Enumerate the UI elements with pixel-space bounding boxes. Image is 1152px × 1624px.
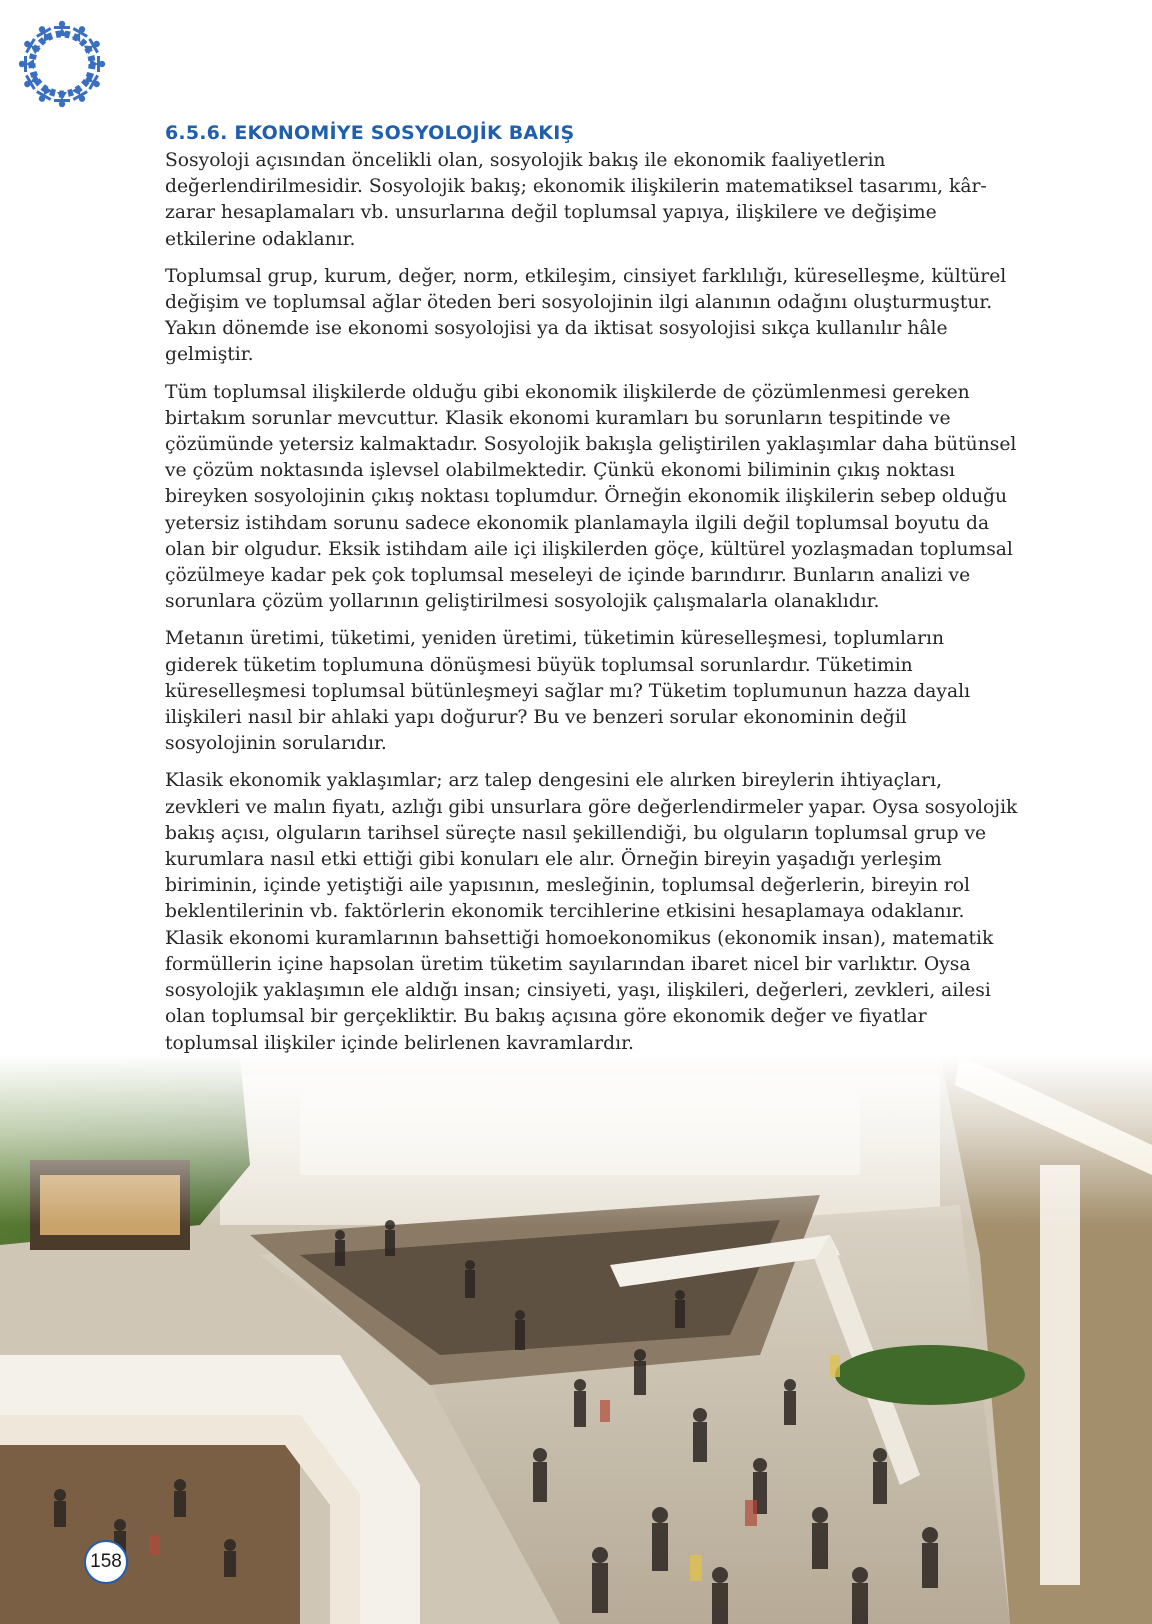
paragraph: Toplumsal grup, kurum, değer, norm, etkileşim, cinsiyet farklılığı, küreselleşme, kültürel değişim ve toplumsal ağlar öteden beri sosyolojinin ilgi alanının odağını oluşturmuştur. Yakın dönemde ise ekonomi sosyolojisi ya da iktisat sosyolojisi sıkça kullanılır hâle gelmiştir. [165, 265, 1007, 366]
paragraph: Klasik ekonomik yaklaşımlar; arz talep dengesini ele alırken bireylerin ihtiyaçları, zevkleri ve malın fiyatı, azlığı gibi unsurlara göre değerlendirmeler yapar. Oysa sosyolojik bakış açısı, olguların tarihsel süreçte nasıl şekillendiği, bu olguların toplumsal grup ve kurumlara nasıl etki ettiği gibi konuları ele alır. Örneğin bireyin yaşadığı yerleşim biriminin, içinde yetiştiği aile yapısının, mesleğinin, toplumsal değerlerin, bireyin rol beklentilerinin vb. faktörlerin ekonomik tercihlerine etkisini hesaplamaya odaklanır. Klasik ekonomi kuramlarının bahsettiği homoekonomikus (ekonomik insan), matematik formüllerin içine hapsolan üretim tüketim sayılarından ibaret nicel bir varlıktır. Oysa sosyolojik yaklaşımın ele aldığı insan; cinsiyeti, yaşı, ilişkileri, değerleri, zevkleri, ailesi olan toplumsal bir gerçekliktir. Bu bakış açısına göre ekonomik değer ve fiyatlar toplumsal ilişkiler içinde belirlenen kavramlardır. [165, 770, 1018, 1054]
shopping-mall-photo [0, 1055, 1152, 1624]
section-heading: 6.5.6. EKONOMİYE SOSYOLOJİK BAKIŞ [165, 122, 575, 144]
paragraph: Metanın üretimi, tüketimi, yeniden üretimi, tüketimin küreselleşmesi, toplumların giderek tüketim toplumuna dönüşmesi büyük toplumsal sorunlardır. Tüketimin küreselleşmesi toplumsal bütünleşmeyi sağlar mı? Tüketim toplumunun hazza dayalı ilişkileri nasıl bir ahlaki yapı doğurur? Bu ve benzeri sorular ekonominin değil sosyolojinin sorularıdır. [165, 628, 971, 755]
page-number: 158 [84, 1540, 128, 1584]
paragraph: Sosyoloji açısından öncelikli olan, sosyolojik bakış ile ekonomik faaliyetlerin değerlendirilmesidir. Sosyolojik bakış; ekonomik ilişkilerin matematiksel tasarımı, kâr-zarar hesaplamaları vb. unsurlarına değil toplumsal yapıya, ilişkilere ve değişime etkilerine odaklanır. [165, 150, 987, 250]
section-body [165, 148, 1021, 1068]
people-gear-logo-icon [14, 14, 110, 110]
paragraph: Tüm toplumsal ilişkilerde olduğu gibi ekonomik ilişkilerde de çözümlenmesi gereken birtakım sorunlar mevcuttur. Klasik ekonomi kuramları bu sorunların tespitinde ve çözümünde yetersiz kalmaktadır. Sosyolojik bakışla geliştirilen yaklaşımlar daha bütünsel ve çözüm noktasında işlevsel olabilmektedir. Çünkü ekonomi biliminin çıkış noktası bireyken sosyolojinin çıkış noktası toplumdur. Örneğin ekonomik ilişkilerin sebep olduğu yetersiz istihdam sorunu sadece ekonomik planlamayla ilgili değil toplumsal boyutu da olan bir olgudur. Eksik istihdam aile içi ilişkilerden göçe, kültürel yozlaşmadan toplumsal çözülmeye kadar pek çok toplumsal meseleyi de içinde barındırır. Bunların analizi ve sorunlara çözüm yollarının geliştirilmesi sosyolojik çalışmalarla olanaklıdır. [165, 381, 1017, 613]
